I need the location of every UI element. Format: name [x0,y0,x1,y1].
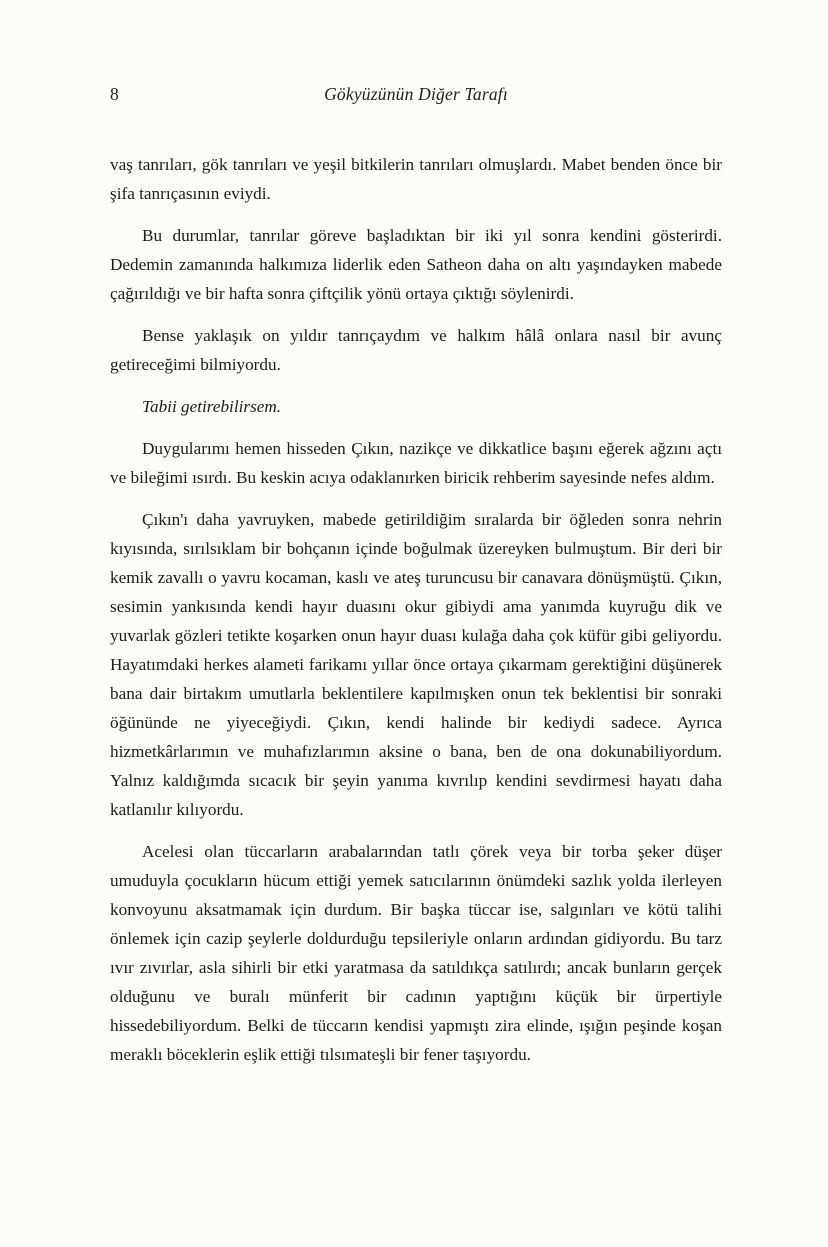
paragraph: Duygularımı hemen hisseden Çıkın, nazikçe ve dikkatlice başını eğerek ağzını açtı ve bileğimi ısırdı. Bu keskin acıya odaklanırken biricik rehberim sayesinde nefes aldım. [110,439,722,487]
page-header [110,84,722,110]
paragraph: vaş tanrıları, gök tanrıları ve yeşil bitkilerin tanrıları olmuşlardı. Mabet benden önce bir şifa tanrıçasının eviydi. [110,155,722,203]
paragraph: Bu durumlar, tanrılar göreve başladıktan bir iki yıl sonra kendini gösterirdi. Dedemin zamanında halkımıza liderlik eden Satheon daha on altı yaşındayken mabede çağırıldığı ve bir hafta sonra çiftçilik yönü ortaya çıktığı söylenirdi. [110,226,722,303]
page-number: 8 [110,84,119,104]
paragraph: Acelesi olan tüccarların arabalarından tatlı çörek veya bir torba şeker düşer umuduyla çocukların hücum ettiği yemek satıcılarının önümdeki sazlık yolda ilerleyen konvoyunu aksatmamak için durdum. Bir başka tüccar ise, salgınları ve kötü talihi önlemek için cazip şeylerle doldurduğu tepsileriyle onların ardından gidiyordu. Bu tarz ıvır zıvırlar, asla sihirli bir etki yaratmasa da satıldıkça satılırdı; ancak bunların gerçek olduğunu ve buralı münferit bir cadının yaptığını küçük bir ürpertiyle hissedebiliyordum. Belki de tüccarın kendisi yapmıştı zira elinde, ışığın peşinde koşan meraklı böceklerin eşlik ettiği tılsımateşli bir fener taşıyordu. [110,842,722,1064]
running-header-title: Gökyüzünün Diğer Tarafı [324,84,508,104]
paragraph: Bense yaklaşık on yıldır tanrıçaydım ve halkım hâlâ onlara nasıl bir avunç getireceğimi bilmiyordu. [110,326,722,374]
page-body [110,150,722,1069]
paragraph: Çıkın'ı daha yavruyken, mabede getirildiğim sıralarda bir öğleden sonra nehrin kıyısında, sırılsıklam bir bohçanın içinde boğulmak üzereyken bulmuştum. Bir deri bir kemik zavallı o yavru kocaman, kaslı ve ateş turuncusu bir canavara dönüşmüştü. Çıkın, sesimin yankısında kendi hayır duasını okur gibiydi ama yanımda kuyruğu dik ve yuvarlak gözleri tetikte koşarken onun hayır duası kulağa daha çok küfür gibi geliyordu. Hayatımdaki herkes alameti farikamı yıllar önce ortaya çıkarmam gerektiğini düşünerek bana dair birtakım umutlarla beklentilere kapılmışken onun tek beklentisi bir sonraki öğününde ne yiyeceğiydi. Çıkın, kendi halinde bir kediydi sadece. Ayrıca hizmetkârlarımın ve muhafızlarımın aksine o bana, ben de ona dokunabiliyordum. Yalnız kaldığımda sıcacık bir şeyin yanıma kıvrılıp kendini sevdirmesi hayatı daha katlanılır kılıyordu. [110,510,722,819]
paragraph-italic: Tabii getirebilirsem. [142,397,282,416]
